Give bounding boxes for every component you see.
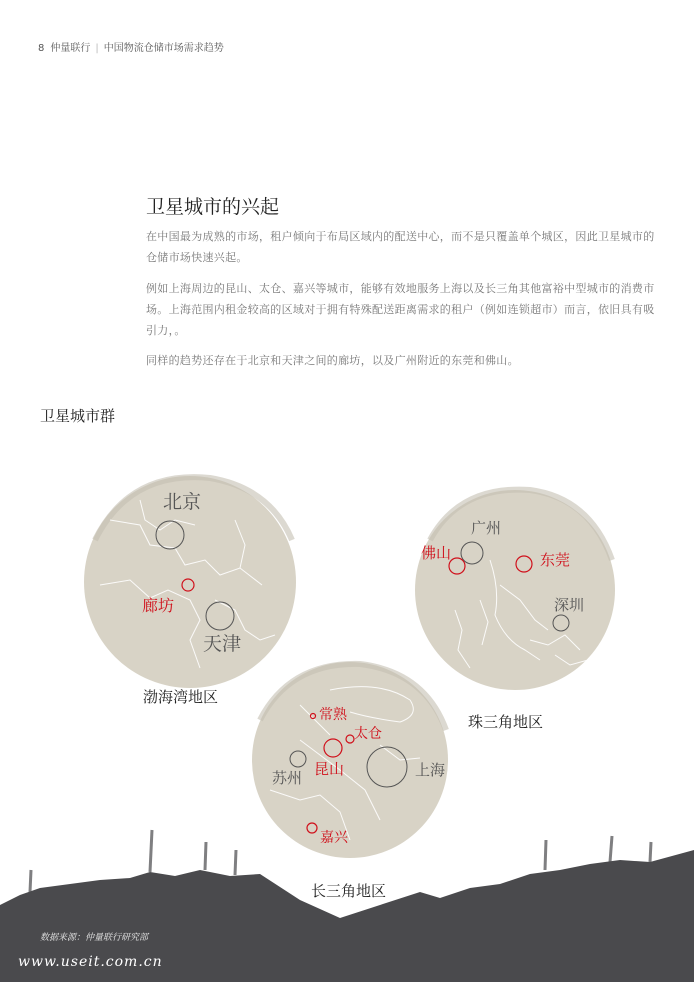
city-label-shanghai: 上海 [415, 761, 446, 779]
brand-name: 仲量联行 [50, 43, 91, 54]
region-label-yrd: 长三角地区 [311, 882, 387, 900]
city-label-langfang: 廊坊 [142, 596, 175, 615]
section-title: 卫星城市的兴起 [146, 196, 280, 218]
figure-title: 卫星城市群 [40, 407, 116, 425]
yrd-map [252, 662, 448, 858]
data-source: 数据来源：仲量联行研究部 [40, 933, 149, 943]
region-label-prd: 珠三角地区 [468, 713, 544, 731]
header-divider: | [95, 43, 99, 54]
city-label-tianjin: 天津 [203, 633, 242, 655]
city-label-guangzhou: 广州 [471, 519, 502, 537]
paragraph: 同样的趋势还存在于北京和天津之间的廊坊，以及广州附近的东莞和佛山。 [146, 354, 519, 367]
city-label-suzhou: 苏州 [272, 769, 303, 787]
city-label-changshu: 常熟 [319, 707, 347, 723]
city-label-jiaxing: 嘉兴 [320, 830, 348, 846]
prd-map [415, 490, 615, 690]
city-label-taicang: 太仓 [354, 726, 382, 742]
city-label-shenzhen: 深圳 [554, 596, 585, 614]
paragraph: 例如上海周边的昆山、太仓、嘉兴等城市，能够有效地服务上海以及长三角其他富裕中型城市的消费市场。上海范围内租金较高的区域对于拥有特殊配送距离需求的租户（例如连锁超市）而言，依旧具有吸引力，。 [146, 282, 655, 337]
region-label-bohai: 渤海湾地区 [143, 688, 219, 706]
city-label-kunshan: 昆山 [314, 760, 345, 778]
document-title: 中国物流仓储市场需求趋势 [103, 43, 224, 54]
city-label-dongguan: 东莞 [540, 551, 571, 569]
paragraph: 在中国最为成熟的市场，租户倾向于布局区域内的配送中心，而不是只覆盖单个城区，因此卫星城市的仓储市场快速兴起。 [146, 230, 655, 264]
page-number: 8 [38, 43, 45, 54]
watermark: www.useit.com.cn [18, 954, 163, 970]
city-label-foshan: 佛山 [421, 544, 452, 562]
city-label-beijing: 北京 [163, 491, 202, 513]
